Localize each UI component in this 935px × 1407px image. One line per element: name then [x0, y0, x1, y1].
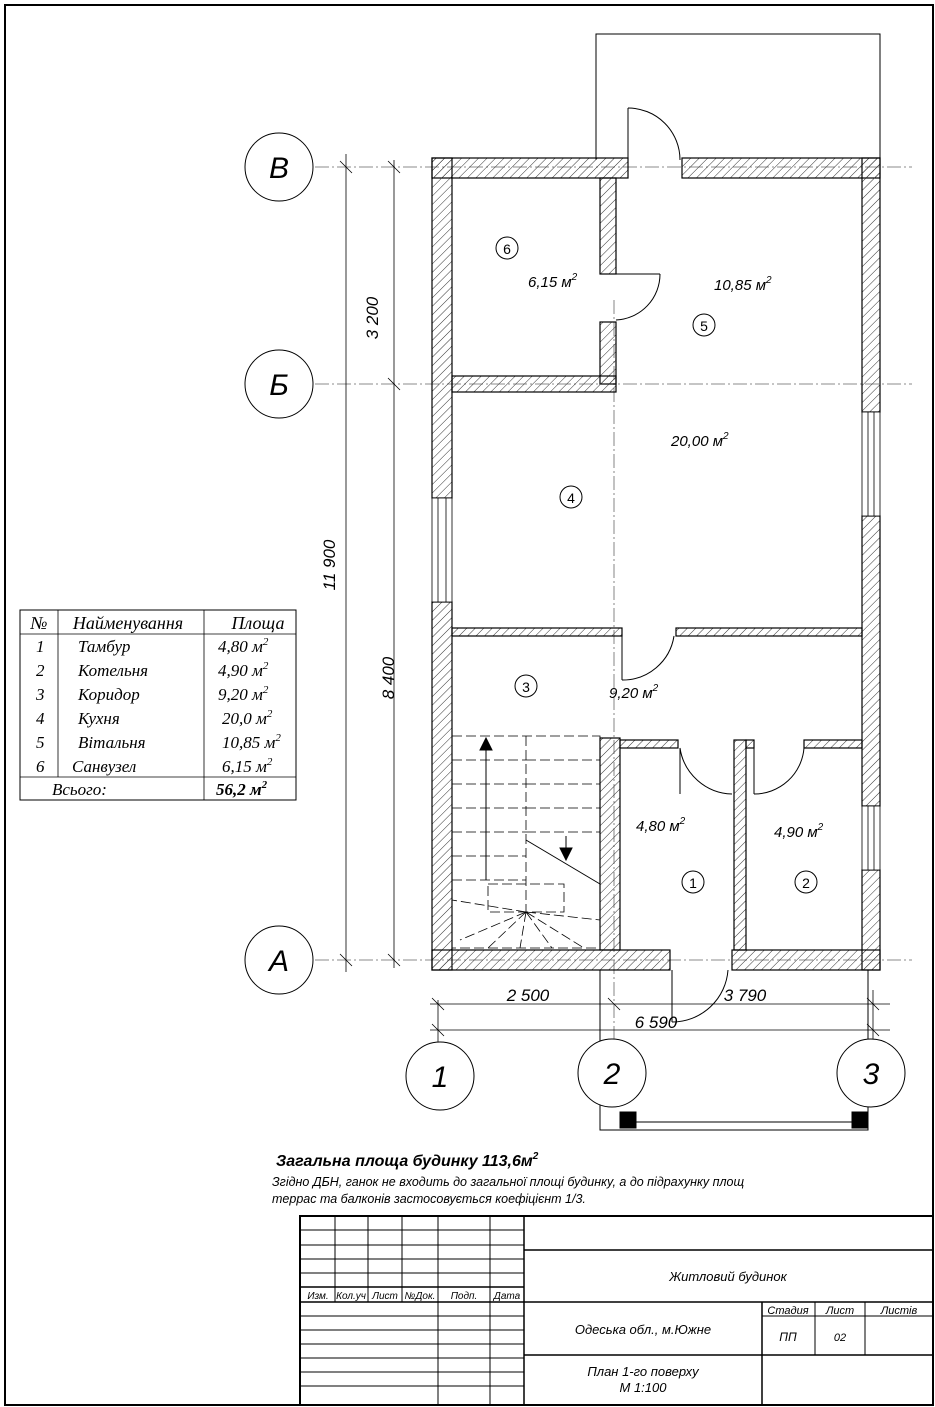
legend-row-num: 1 [36, 637, 45, 656]
room-area-3: 9,20 $м^2$ [609, 683, 659, 702]
legend-row-name: Вітальня [78, 733, 146, 752]
room-number-2-text: 2 [802, 875, 810, 891]
legend-header-area: Площа [231, 613, 285, 633]
dim-horizontal-left: 2 500 [506, 986, 550, 1005]
tb-header-doc: №Док. [404, 1291, 436, 1302]
room-number-3-text: 3 [522, 679, 530, 695]
legend-row-num: 5 [36, 733, 45, 752]
room-number-1 [682, 871, 704, 893]
room-area-4: 20,00 $м^2$ [671, 431, 729, 450]
legend-row-name: Коридор [78, 685, 140, 704]
room-number-2 [795, 871, 817, 893]
dim-vertical-upper: 3 200 [363, 296, 382, 340]
tb-location: Одеська обл., м.Южне [574, 1322, 712, 1337]
tb-header-data: Дата [493, 1291, 521, 1302]
room-number-4-text: 4 [567, 490, 575, 506]
legend-row-area: 4,80 $м^2$ [218, 636, 269, 656]
axis-bubble-2 [578, 1039, 646, 1107]
legend-row-name: Котельня [78, 661, 149, 680]
doors [616, 108, 804, 1022]
dim-horizontal-right: 3 790 [723, 986, 767, 1005]
axis-label-3: 3 [862, 1058, 880, 1091]
note-line-2: террас та балконів застосовується коефіцієнт 1/3. [272, 1192, 586, 1206]
legend-row-num: 4 [36, 709, 45, 728]
legend-row-area: 4,90 $м^2$ [218, 660, 269, 680]
tb-sheet-header: Лист [825, 1305, 855, 1317]
legend-header-name: Найменування [72, 613, 184, 633]
axis-bubble-1 [406, 1042, 474, 1110]
legend-row-name: Санвузел [72, 757, 137, 776]
legend-row-area: 20,0 $м^2$ [222, 708, 273, 728]
walls [432, 158, 880, 970]
axis-bubble-a [245, 926, 313, 994]
room-number-3 [515, 675, 537, 697]
tb-project-name: Житловий будинок [669, 1269, 787, 1284]
tb-header-izm: Изм. [307, 1291, 329, 1302]
legend-row-area: 10,85 $м^2$ [222, 732, 281, 752]
room-number-4 [560, 486, 582, 508]
axis-bubble-v [245, 133, 313, 201]
tb-drawing-title: План 1-го поверху [587, 1364, 699, 1379]
room-number-5-text: 5 [700, 318, 708, 334]
axis-label-v: В [268, 152, 290, 185]
axis-bubble-3 [837, 1039, 905, 1107]
tb-header-podp: Подп. [450, 1291, 478, 1302]
legend-header-num: № [30, 613, 48, 633]
legend-row-area: 6,15 $м^2$ [222, 756, 273, 776]
room-area-5: 10,85 $м^2$ [714, 275, 772, 294]
legend-row-num: 6 [36, 757, 45, 776]
legend-row-area: 9,20 $м^2$ [218, 684, 269, 704]
staircase [452, 736, 600, 948]
dim-vertical-lower: 8 400 [379, 656, 398, 700]
legend-total-label: Всього: [52, 780, 107, 799]
tb-header-list: Лист [372, 1291, 398, 1302]
tb-sheet-number: 02 [833, 1332, 847, 1344]
total-area-label: Загальна площа будинку $113,6м^2$ [276, 1151, 539, 1170]
tb-stage: ПП [779, 1330, 797, 1344]
room-area-2: 4,90 $м^2$ [774, 822, 824, 841]
room-number-6-text: 6 [503, 241, 511, 257]
legend-row-name: Тамбур [78, 637, 131, 656]
axis-label-a: А [268, 945, 290, 978]
windows [432, 412, 880, 870]
legend-total-value: 56,2 $м^2$ [216, 779, 268, 799]
tb-scale: М 1:100 [619, 1380, 667, 1395]
room-number-6 [496, 237, 518, 259]
dim-vertical-total: 11 900 [320, 539, 339, 591]
legend-row-num: 3 [36, 685, 45, 704]
axis-label-b: Б [269, 369, 289, 402]
room-area-6: 6,15 $м^2$ [528, 272, 578, 291]
room-area-1: 4,80 $м^2$ [636, 816, 686, 835]
room-number-5 [693, 314, 715, 336]
tb-header-kolvo: Кол.уч [336, 1291, 366, 1302]
room-legend-table [20, 610, 296, 800]
legend-row-name: Кухня [78, 709, 120, 728]
axis-bubble-b [245, 350, 313, 418]
legend-row-num: 2 [36, 661, 45, 680]
dim-horizontal-total: 6 590 [634, 1013, 678, 1032]
axis-label-2: 2 [603, 1058, 621, 1091]
tb-sheets-header: Листів [880, 1305, 918, 1317]
porch-top [596, 34, 880, 160]
axis-label-1: 1 [431, 1061, 449, 1094]
note-line-1: Згідно ДБН, ганок не входить до загальної площі будинку, а до підрахунку площ [272, 1175, 745, 1189]
tb-stage-header: Стадия [767, 1305, 809, 1317]
room-number-1-text: 1 [689, 875, 697, 891]
